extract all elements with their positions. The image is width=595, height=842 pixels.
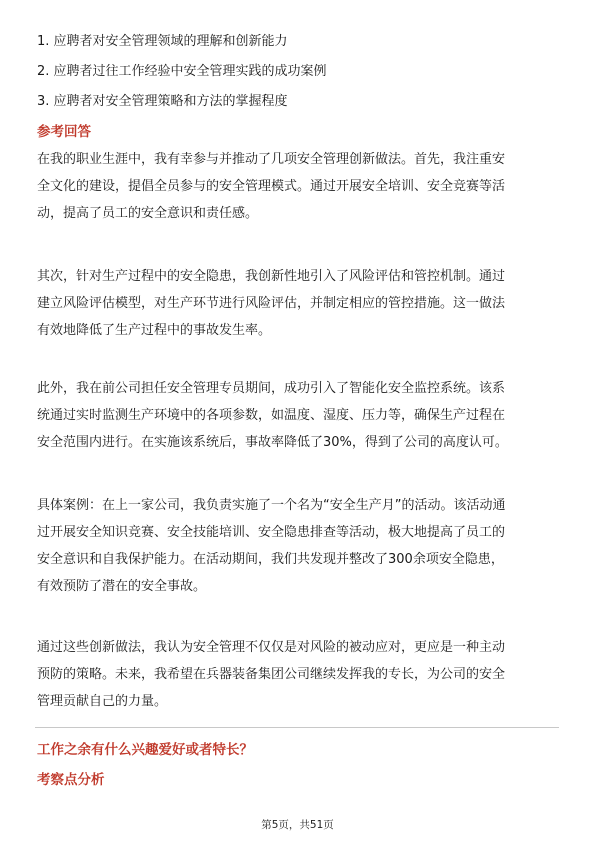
page-footer: 第5页，共51页 bbox=[261, 819, 334, 831]
paragraph-line: 预防的策略。未来，我希望在兵器装备集团公司继续发挥我的专长，为公司的安全 bbox=[37, 667, 506, 682]
answer-paragraph-3 bbox=[37, 375, 559, 456]
paragraph-line: 全文化的建设，提倡全员参与的安全管理模式。通过开展安全培训、安全竞赛等活 bbox=[37, 179, 506, 194]
paragraph-line: 动，提高了员工的安全意识和责任感。 bbox=[37, 206, 259, 221]
paragraph-line: 管理贡献自己的力量。 bbox=[37, 694, 168, 709]
paragraph-line: 有效地降低了生产过程中的事故发生率。 bbox=[37, 323, 272, 338]
paragraph-line: 安全意识和自我保护能力。在活动期间，我们共发现并整改了300余项安全隐患， bbox=[37, 552, 504, 567]
criteria-item-3: 3. 应聘者对安全管理策略和方法的掌握程度 bbox=[37, 94, 288, 109]
paragraph-line: 其次，针对生产过程中的安全隐患，我创新性地引入了风险评估和管控机制。通过 bbox=[37, 269, 506, 284]
paragraph-line: 有效预防了潜在的安全事故。 bbox=[37, 579, 207, 594]
answer-heading: 参考回答 bbox=[37, 124, 91, 140]
paragraph-line: 安全范围内进行。在实施该系统后，事故率降低了30%，得到了公司的高度认可。 bbox=[37, 435, 508, 450]
answer-paragraph-5 bbox=[37, 634, 559, 715]
paragraph-line: 此外，我在前公司担任安全管理专员期间，成功引入了智能化安全监控系统。该系 bbox=[37, 381, 506, 396]
answer-paragraph-4 bbox=[37, 492, 559, 600]
criteria-item-2: 2. 应聘者过往工作经验中安全管理实践的成功案例 bbox=[37, 64, 327, 79]
criteria-item-1: 1. 应聘者对安全管理领域的理解和创新能力 bbox=[37, 34, 288, 49]
question-heading: 工作之余有什么兴趣爱好或者特长？ bbox=[37, 742, 253, 758]
paragraph-line: 统通过实时监测生产环境中的各项参数，如温度、湿度、压力等，确保生产过程在 bbox=[37, 408, 506, 423]
paragraph-line: 过开展安全知识竞赛、安全技能培训、安全隐患排查等活动，极大地提高了员工的 bbox=[37, 525, 506, 540]
paragraph-line: 具体案例：在上一家公司，我负责实施了一个名为“安全生产月”的活动。该活动通 bbox=[37, 498, 506, 513]
paragraph-line: 建立风险评估模型，对生产环节进行风险评估，并制定相应的管控措施。这一做法 bbox=[37, 296, 506, 311]
analysis-heading: 考察点分析 bbox=[37, 772, 105, 788]
answer-paragraph-2 bbox=[37, 263, 559, 344]
answer-paragraph-1 bbox=[37, 146, 559, 227]
paragraph-line: 通过这些创新做法，我认为安全管理不仅仅是对风险的被动应对，更应是一种主动 bbox=[37, 640, 506, 655]
paragraph-line: 在我的职业生涯中，我有幸参与并推动了几项安全管理创新做法。首先，我注重安 bbox=[37, 152, 506, 167]
section-divider bbox=[35, 727, 559, 728]
